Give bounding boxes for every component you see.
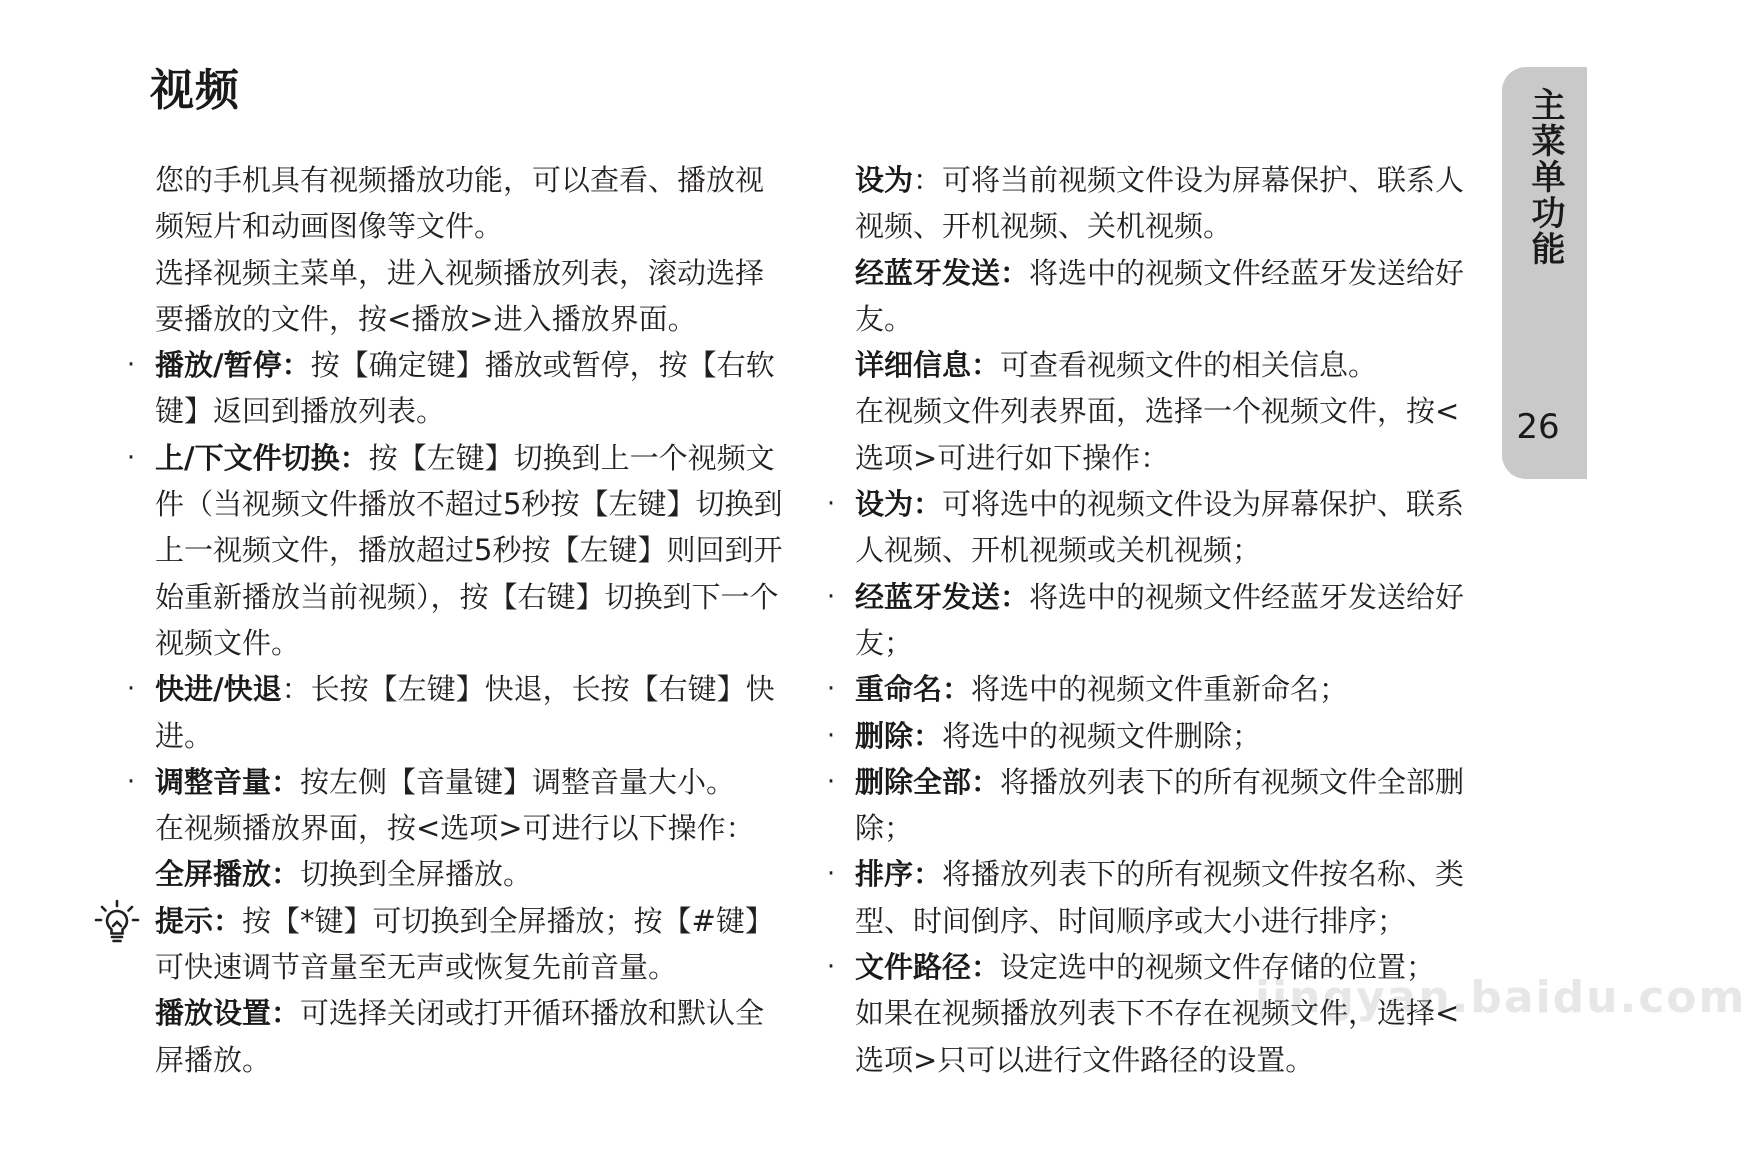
body-text: 选择视频主菜单，进入视频播放列表，滚动选择要播放的文件，按<播放>进入播放界面。 (155, 255, 765, 336)
bullet-dot-icon: · (826, 581, 836, 612)
body-text: 您的手机具有视频播放功能，可以查看、播放视频短片和动画图像等文件。 (155, 163, 765, 244)
tip-paragraph (155, 898, 785, 991)
body-text: 将选中的视频文件删除； (942, 718, 1262, 753)
right-column (826, 157, 1485, 1083)
body-text: 按【*键】可切换到全屏播放；按【#键】可快速调节音量至无声或恢复先前音量。 (155, 903, 774, 985)
term-label: 经蓝牙发送： (855, 579, 1030, 614)
term-label: 播放设置： (155, 996, 301, 1031)
body-text: 按【确定键】播放或暂停，按【右软键】返回到播放列表。 (155, 348, 775, 429)
paragraph (155, 157, 785, 250)
term-label: 快进/快退 (155, 672, 282, 707)
bullet-dot-icon: · (826, 952, 836, 983)
section-tab (1502, 67, 1587, 479)
paragraph (155, 805, 785, 851)
bullet-dot-icon: · (126, 674, 136, 705)
list-item (826, 851, 1485, 944)
page-number: 26 (1516, 407, 1560, 447)
term-label: 播放/暂停： (155, 348, 311, 383)
bullet-dot-icon: · (826, 674, 836, 705)
paragraph (855, 388, 1485, 481)
term-label: 上/下文件切换： (155, 440, 369, 475)
term-label: 重命名： (855, 672, 972, 707)
body-text: 在视频文件列表界面，选择一个视频文件，按<选项>可进行如下操作： (855, 394, 1460, 475)
body-text: 切换到全屏播放。 (300, 857, 533, 892)
list-item (826, 481, 1485, 574)
body-text: 将播放列表下的所有视频文件按名称、类型、时间倒序、时间顺序或大小进行排序； (855, 857, 1465, 938)
body-text: 按【左键】切换到上一个视频文件（当视频文件播放不超过5秒按【左键】切换到上一视频文件，播放超过5秒按【左键】则回到开始重新播放当前视频），按【右键】切换到下一个视频文件。 (155, 440, 783, 660)
body-text: ：长按【左键】快退，长按【右键】快进。 (155, 672, 775, 753)
bullet-dot-icon: · (826, 489, 836, 520)
list-item (826, 666, 1485, 712)
section-tab-label: 主菜单功能 (1525, 87, 1565, 267)
left-column (126, 157, 785, 1083)
term-label: 全屏播放： (155, 857, 301, 892)
paragraph (155, 851, 785, 897)
body-text: 如果在视频播放列表下不存在视频文件，选择<选项>只可以进行文件路径的设置。 (855, 996, 1460, 1077)
body-text: ：可将当前视频文件设为屏幕保护、联系人视频、开机视频、关机视频。 (855, 163, 1465, 244)
list-item (826, 713, 1485, 759)
body-text: 按左侧【音量键】调整音量大小。 (300, 764, 736, 799)
bullet-dot-icon: · (126, 766, 136, 797)
list-item (826, 759, 1485, 852)
paragraph (155, 990, 785, 1083)
paragraph (855, 342, 1485, 388)
list-item (126, 342, 785, 435)
lightbulb-icon (93, 898, 141, 946)
term-label: 提示： (155, 903, 243, 938)
term-label: 调整音量： (155, 764, 301, 799)
body-text: 在视频播放界面，按<选项>可进行以下操作： (155, 811, 755, 846)
bullet-dot-icon: · (126, 442, 136, 473)
body-text: 将选中的视频文件重新命名； (971, 672, 1349, 707)
list-item (126, 759, 785, 805)
page-title: 视频 (150, 65, 240, 116)
body-text: 将播放列表下的所有视频文件全部删除； (855, 764, 1465, 846)
body-text: 可选择关闭或打开循环播放和默认全屏播放。 (155, 996, 765, 1077)
body-text: 设定选中的视频文件存储的位置； (1000, 950, 1436, 985)
term-label: 文件路径： (855, 950, 1001, 985)
bullet-dot-icon: · (826, 859, 836, 890)
bullet-dot-icon: · (126, 350, 136, 381)
list-item (126, 666, 785, 759)
body-text: 可查看视频文件的相关信息。 (1000, 348, 1378, 383)
term-label: 设为： (855, 487, 943, 522)
bullet-dot-icon: · (826, 720, 836, 751)
term-label: 排序： (855, 857, 943, 892)
paragraph (855, 157, 1485, 250)
watermark: jingyan.baidu.com (1255, 972, 1746, 1023)
bullet-dot-icon: · (826, 766, 836, 797)
term-label: 设为 (855, 163, 914, 197)
body-text: 将选中的视频文件经蓝牙发送给好友； (855, 579, 1465, 660)
term-label: 详细信息： (855, 348, 1001, 383)
body-text: 可将选中的视频文件设为屏幕保护、联系人视频、开机视频或关机视频； (855, 487, 1465, 568)
list-item (826, 574, 1485, 667)
list-item (126, 435, 785, 666)
body-text: 将选中的视频文件经蓝牙发送给好友。 (855, 255, 1465, 336)
term-label: 删除全部： (855, 764, 1001, 799)
paragraph (855, 250, 1485, 343)
term-label: 删除： (855, 718, 943, 753)
paragraph (155, 250, 785, 343)
term-label: 经蓝牙发送： (855, 255, 1030, 290)
